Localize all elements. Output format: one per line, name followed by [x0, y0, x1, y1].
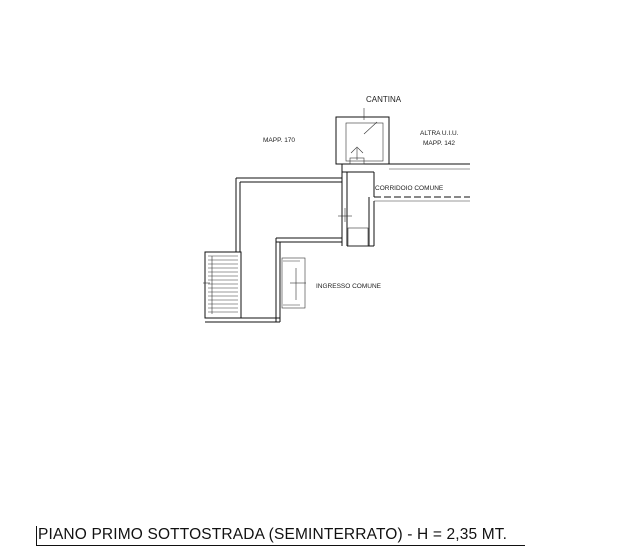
ingresso-comune-label: INGRESSO COMUNE: [316, 283, 382, 290]
caption-underline: [36, 545, 525, 546]
altra-uiu-label: ALTRA U.I.U.: [420, 130, 459, 137]
cantina-room: [336, 108, 389, 164]
cantina-label: CANTINA: [366, 95, 402, 104]
cantina-stair-arrow: [350, 147, 364, 164]
mapp-142-label: MAPP. 142: [423, 140, 456, 147]
plan-caption: PIANO PRIMO SOTTOSTRADA (SEMINTERRATO) - H = 2,35 MT.: [38, 526, 508, 543]
corridoio-comune-label: CORRIDOIO COMUNE: [375, 185, 444, 192]
caption-left-bar: [36, 526, 37, 545]
corridoio-walls: [342, 164, 470, 201]
ingresso-door: [282, 258, 306, 308]
upper-room-walls: [236, 178, 342, 252]
mapp-170-label: MAPP. 170: [263, 137, 296, 144]
staircase: [203, 252, 241, 318]
central-passage-walls: [338, 172, 374, 246]
